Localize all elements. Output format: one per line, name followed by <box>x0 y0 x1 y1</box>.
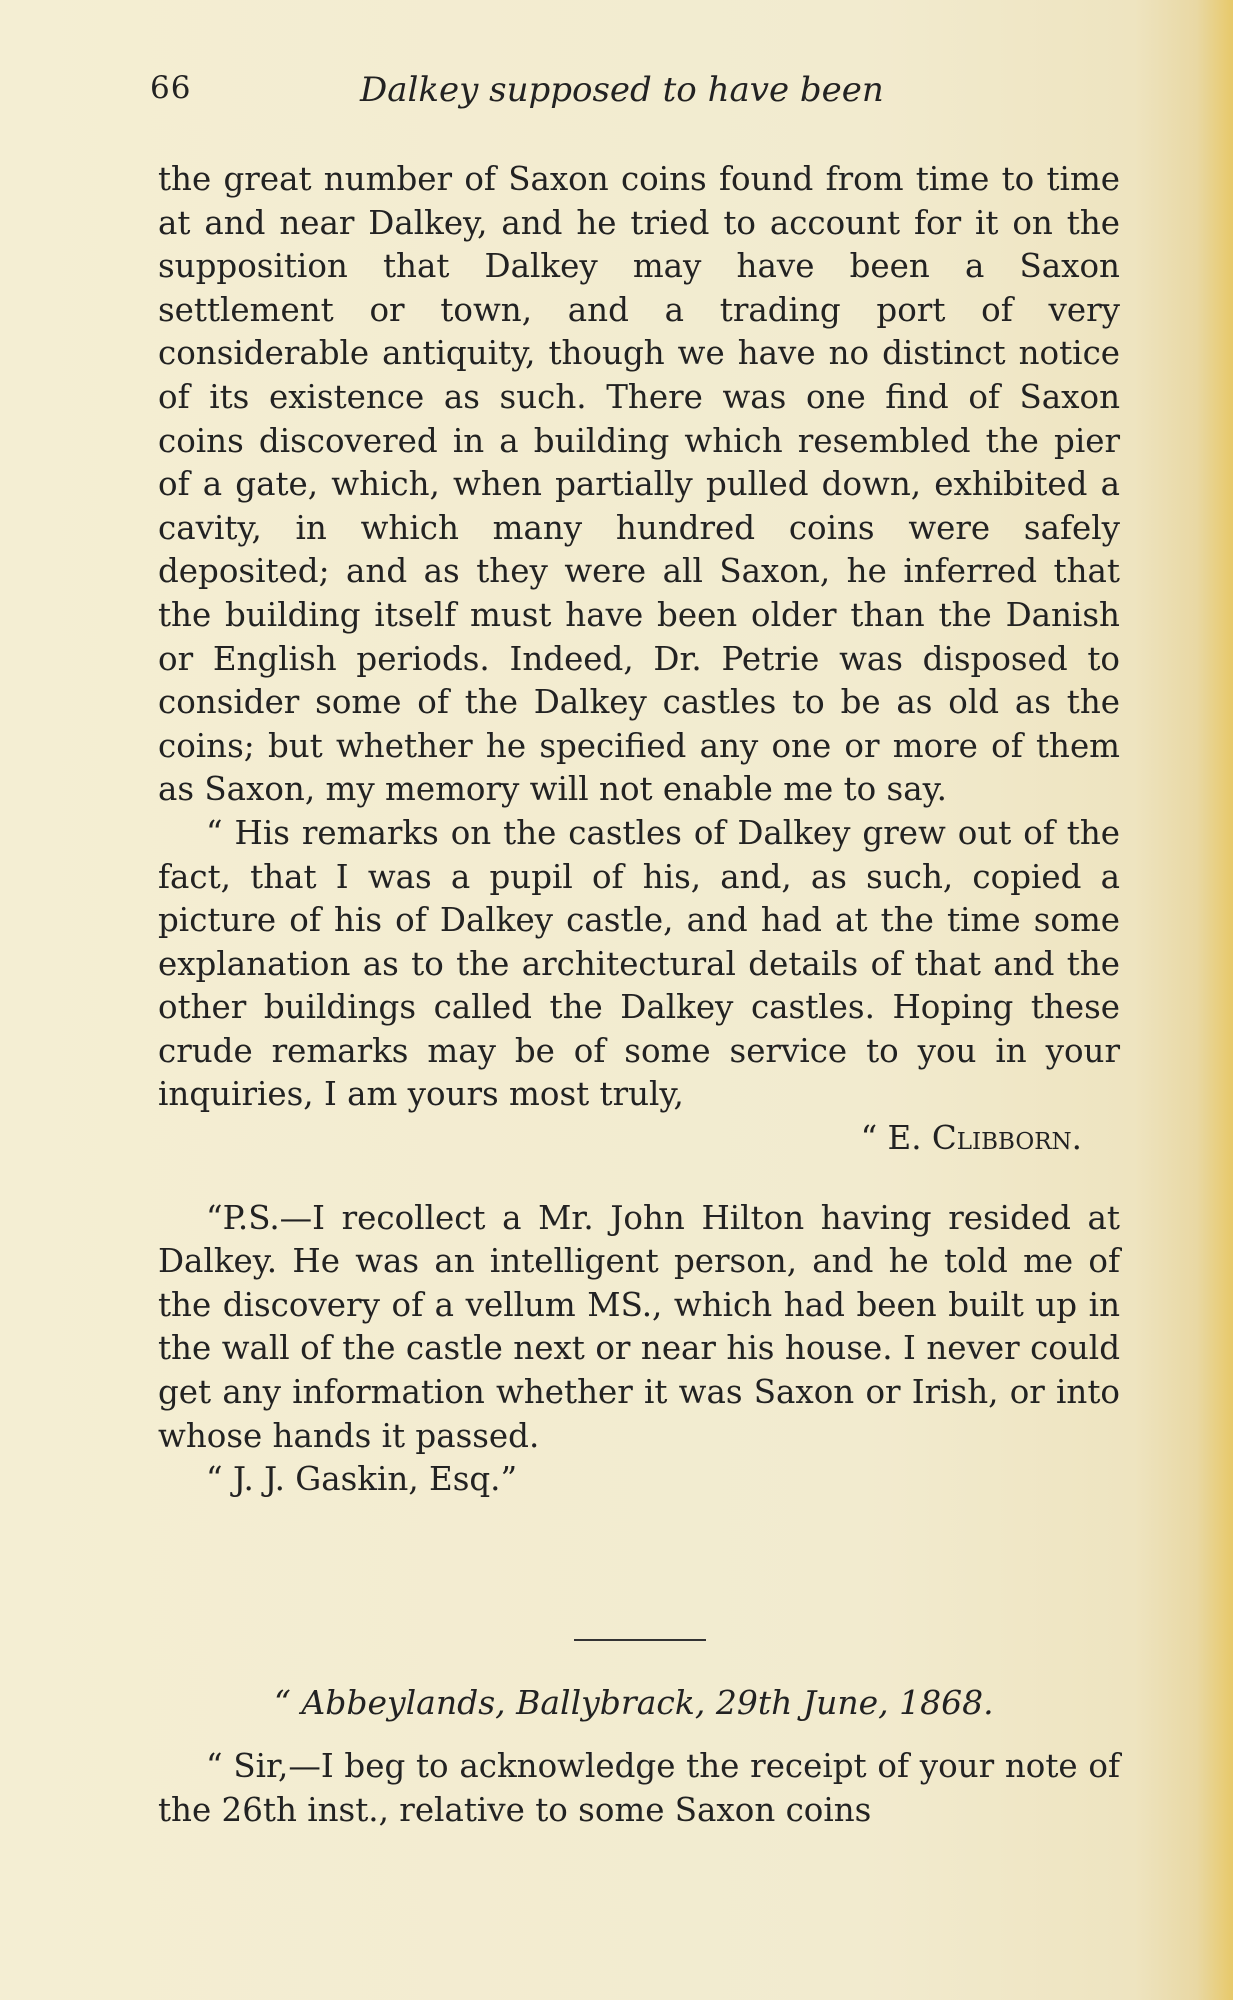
letter-opening: “ Sir,—I beg to acknowledge the receipt of your note of the 26th inst., relative to some Saxon coins <box>158 1747 1120 1829</box>
running-title: Dalkey supposed to have been <box>360 70 884 110</box>
paragraph-2: “ His remarks on the castles of Dalkey grew out of the fact, that I was a pupil of his, and, as such, copied a picture of his of Dalkey castle, and had at the time some explanation as to the architectural details of that and the other buildings called the Dalkey castles. Hoping these crude remarks may be of some service to you in your inquiries, I am yours most truly, <box>158 813 1120 1114</box>
signature: “ E. Clibborn. <box>860 1119 1082 1158</box>
running-head <box>150 70 1120 120</box>
page-number: 66 <box>150 70 192 106</box>
addressee: “ J. J. Gaskin, Esq.” <box>206 1460 518 1499</box>
paragraph-1: the great number of Saxon coins found from time to time at and near Dalkey, and he tried to account for it on the supposition that Dalkey may have been a Saxon settlement or town, and a trading port of very considerable antiquity, though we have no distinct notice of its existence as such. There was one find of Saxon coins discovered in a building which resembled the pier of a gate, which, when partially pulled down, exhibited a cavity, in which many hundred coins were safely deposited; and as they were all Saxon, he inferred that the building itself must have been older than the Danish or English periods. Indeed, Dr. Petrie was disposed to consider some of the Dalkey castles to be as old as the coins; but whether he specified any one or more of them as Saxon, my memory will not enable me to say. <box>158 160 1120 809</box>
body-text <box>158 158 1120 1502</box>
section-divider <box>574 1639 706 1641</box>
postscript: “P.S.—I recollect a Mr. John Hilton having resided at Dalkey. He was an intelligent person, and he told me of the discovery of a vellum MS., which had been built up in the wall of the castle next or near his house. I never could get any information whether it was Saxon or Irish, or into whose hands it passed. <box>158 1198 1120 1455</box>
dateline: “ Abbeylands, Ballybrack, 29th June, 1868. <box>274 1683 994 1722</box>
letter-opening-block <box>158 1745 1120 1832</box>
